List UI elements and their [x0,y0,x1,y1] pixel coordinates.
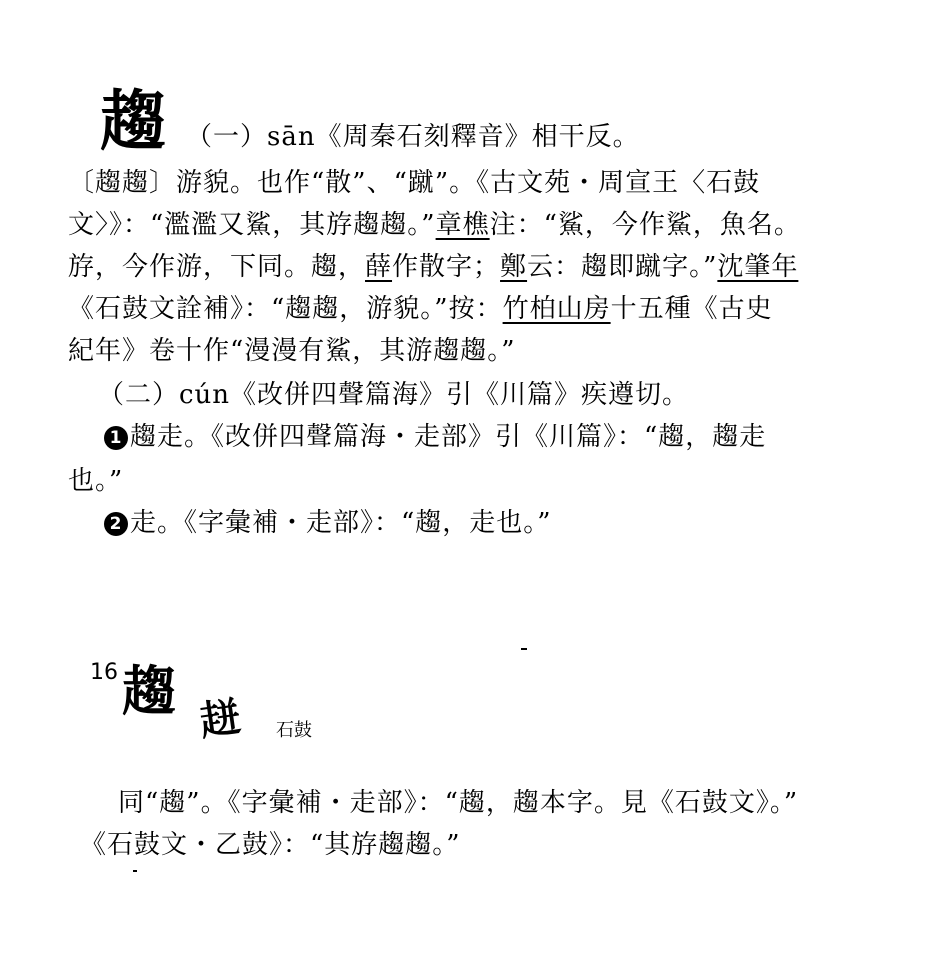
sense-2 [104,506,552,540]
entry-headword: 趨 [100,82,166,160]
seal-glyph: 𧻓 [197,693,244,746]
ink-speck [521,648,527,650]
sense-number-badge: 1 [104,426,128,450]
sense-1 [104,420,766,454]
person-name: 沈肇年 [717,252,799,282]
work-name: 竹柏山房 [502,294,611,324]
text-span: 文〉》：“濫濫又鯊，其斿趨趨。” [68,210,436,240]
person-name: 章樵 [435,210,490,240]
text-span: 云：趨即蹴字。” [527,252,718,282]
sense-text: 走。《字彙補・走部》：“趨，走也。” [130,508,552,538]
sense-number-badge: 2 [104,512,128,536]
text-span: 注：“鯊，今作鯊，魚名。 [489,210,801,240]
page-number: 16 [90,660,118,685]
entry-text-line: 〔趨趨〕游貌。也作“散”、“蹴”。《古文苑・周宣王〈石鼓 [68,168,761,198]
text-span: 《石鼓文詮補》：“趨趨，游貌。”按： [68,294,503,324]
entry-reading-2: （二）cún《改併四聲篇海》引《川篇》疾遵切。 [98,380,690,410]
entry-text-line: 《石鼓文・乙鼓》：“其斿趨趨。” [80,830,461,860]
seal-script-glyph [197,693,244,746]
entry-reading-1: （一）sān《周秦石刻釋音》相干反。 [186,122,640,152]
sense-1-continued: 也。” [68,466,124,496]
person-name: 鄭 [500,252,528,282]
text-span: 十五種《古史 [610,294,773,324]
seal-caption: 石鼓 [276,720,312,741]
entry-text-line [68,292,773,326]
entry-text-line: 紀年》卷十作“漫漫有鯊，其游趨趨。” [68,336,516,366]
entry-text-line [68,250,798,284]
text-span: 作散字； [392,252,501,282]
entry-text-line: 同“趨”。《字彙補・走部》：“趨，趨本字。見《石鼓文》。” [118,788,799,818]
ink-speck [133,870,137,872]
text-span: 斿，今作游，下同。趨， [68,252,366,282]
entry-text-line [68,208,801,242]
person-name: 薛 [365,252,393,282]
sense-text: 趨走。《改併四聲篇海・走部》引《川篇》：“趨，趨走 [130,422,767,452]
entry-headword: 趨 [122,659,176,723]
